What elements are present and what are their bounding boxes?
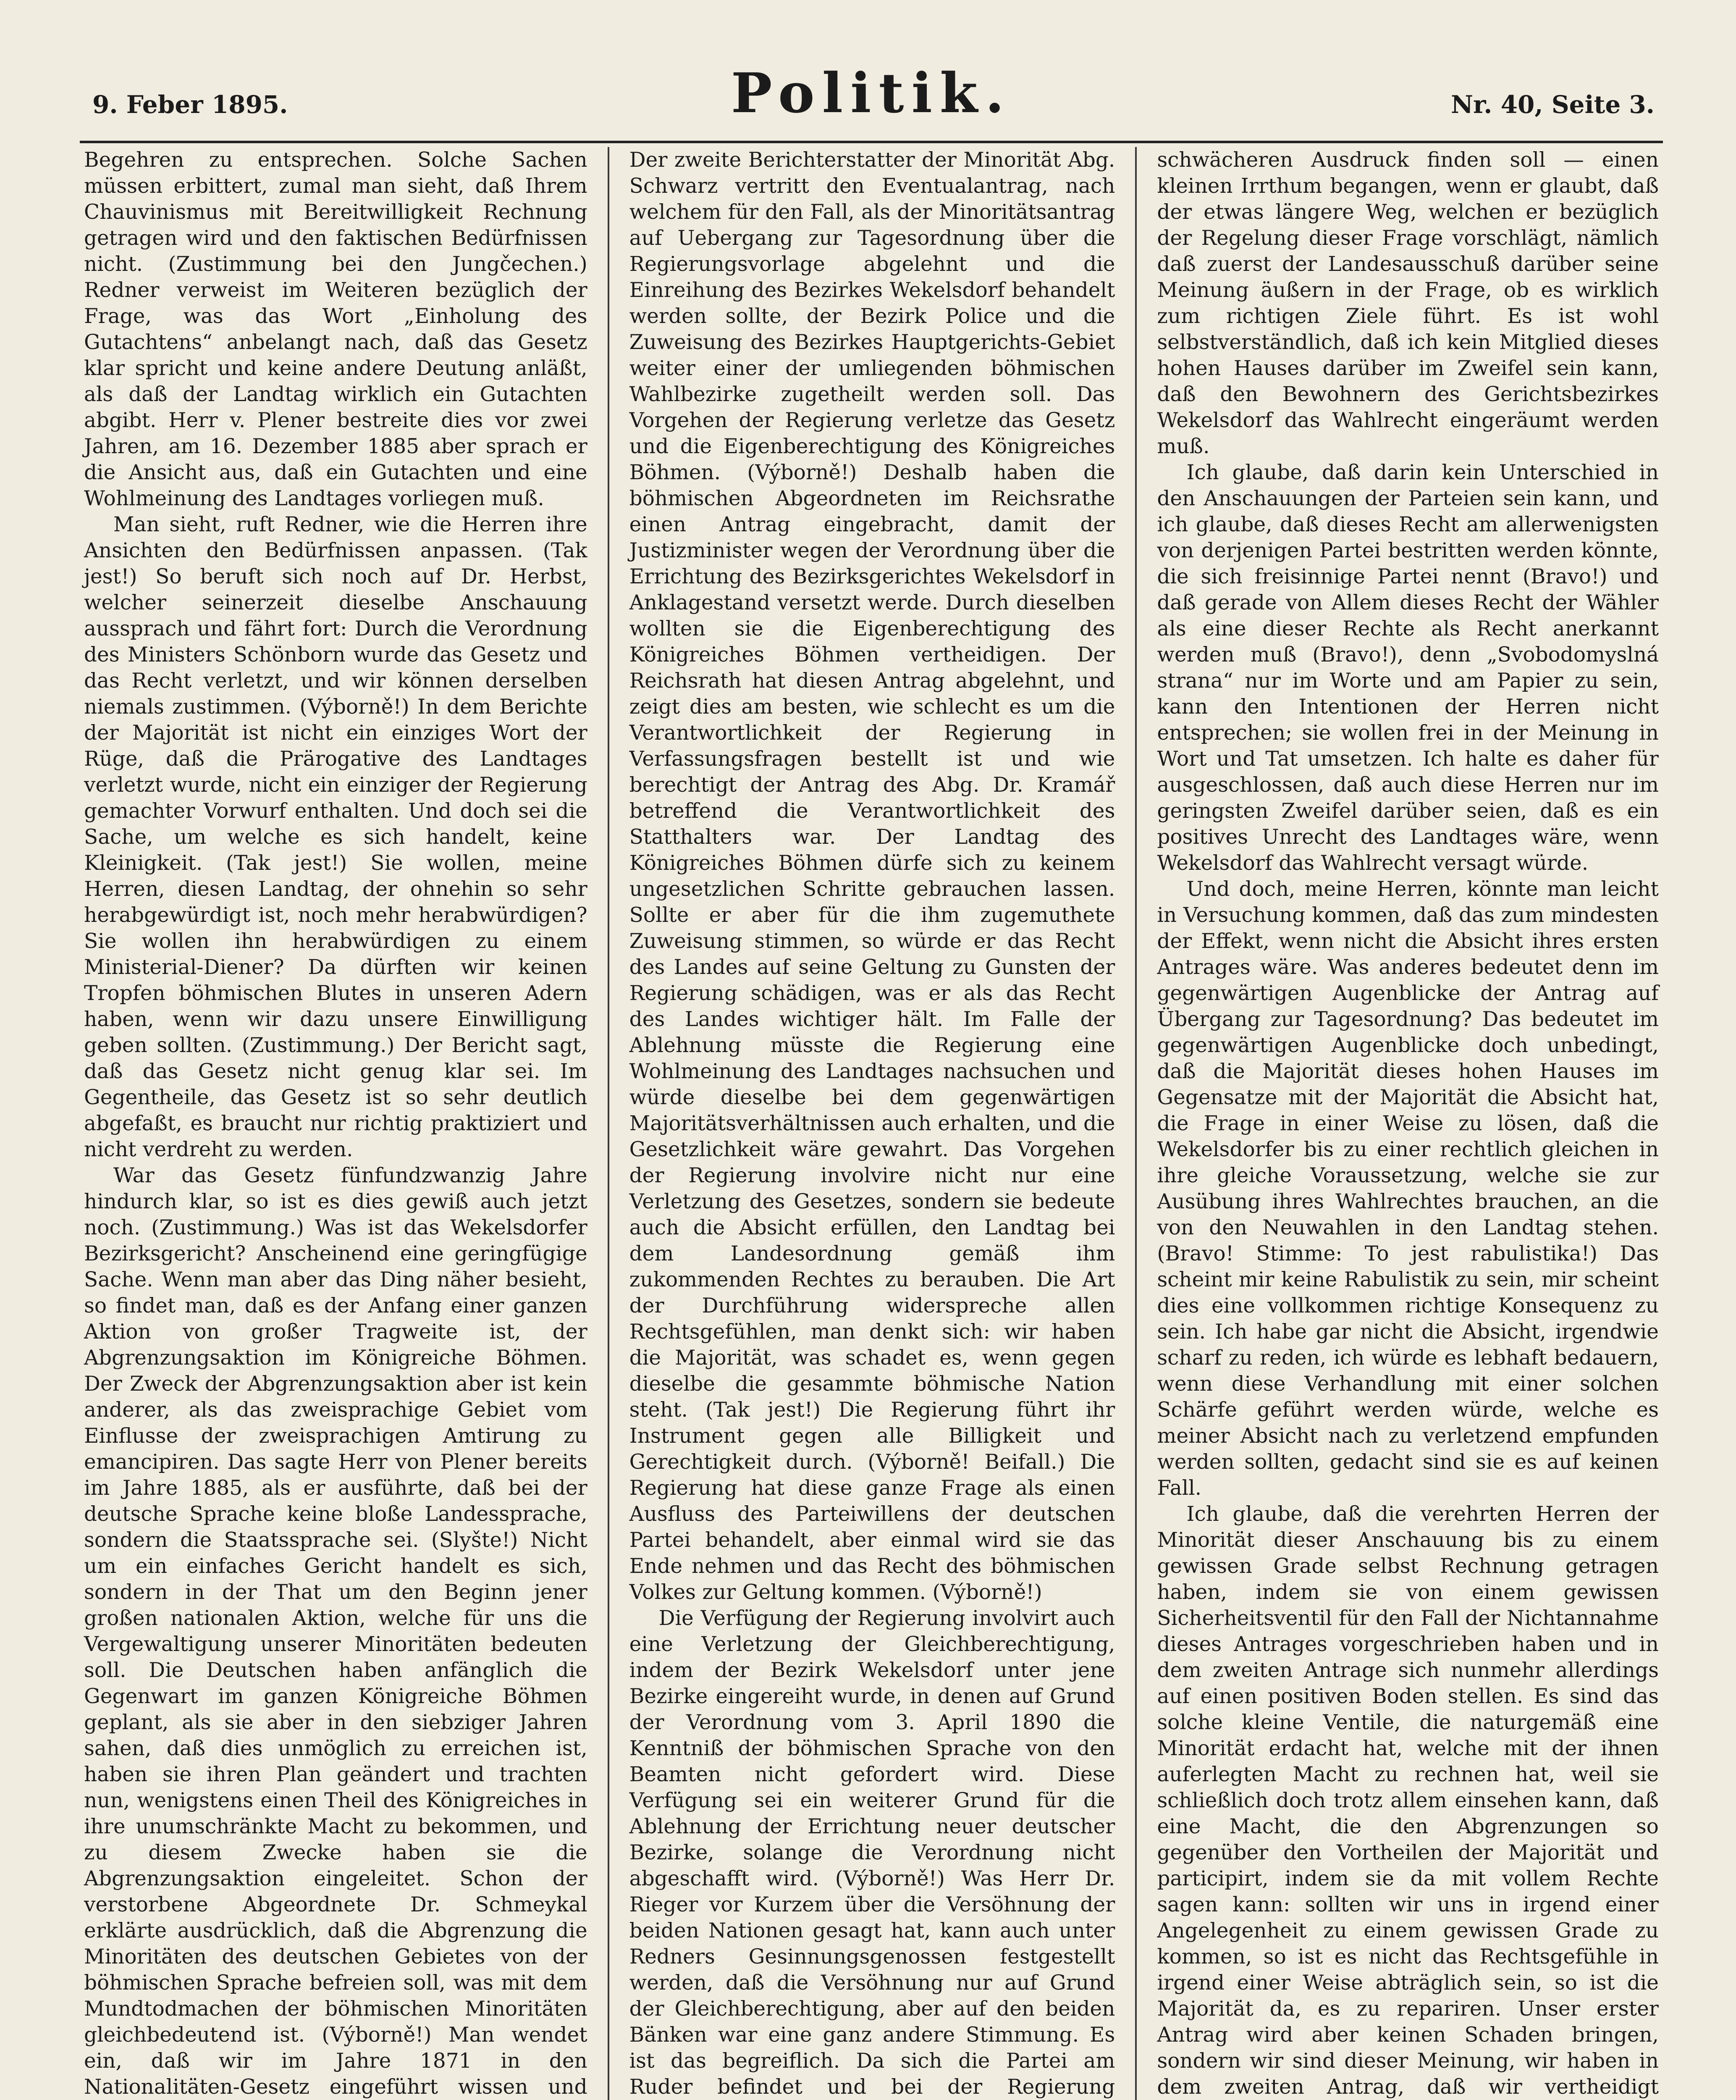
paragraph: Begehren zu entsprechen. Solche Sachen müssen erbittert, zumal man sieht, daß Ihrem Chauvinismus mit Bereitwilligkeit Rechnung getragen wird und den faktischen Bedürfnissen nicht. (Zustimmung bei den Jungčechen.) Redner verweist im Weiteren bezüglich der Frage, was das Wort „Einholung des Gutachtens“ anbelangt nach, daß das Gesetz klar spricht und keine andere Deutung anläßt, als daß der Landtag wirklich ein Gutachten abgibt. Herr v. Plener bestreite dies vor zwei Jahren, am 16. Dezember 1885 aber sprach er die Ansicht aus, daß ein Gutachten und eine Wohlmeinung des Landtages vorliegen muß. [84,148,587,510]
header-rule [80,141,1663,143]
section-title: Politik. [731,61,1012,125]
column-2 [608,147,1135,2100]
column-1 [80,147,608,2100]
paragraph: Und doch, meine Herren, könnte man leicht in Versuchung kommen, daß das zum mindesten der Effekt, wenn nicht die Absicht ihres ersten Antrages wäre. Was anderes bedeutet denn im gegenwärtigen Augenblicke der Antrag auf Übergang zur Tagesordnung? Das bedeutet im gegenwärtigen Augenblicke doch unbedingt, daß die Majorität dieses hohen Hauses im Gegensatze mit der Majorität die Absicht hat, die Frage in einer Weise zu lösen, daß die Wekelsdorfer bis zu einer rechtlich gleichen in ihre gleiche Voraussetzung, welche sie zur Ausübung ihres Wahlrechtes brauchen, an die von den Neuwahlen in den Landtag stehen. (Bravo! Stimme: To jest rabulistika!) Das scheint mir keine Rabulistik zu sein, mir scheint dies eine vollkommen richtige Konsequenz zu sein. Ich habe gar nicht die Absicht, irgendwie scharf zu reden, ich würde es lebhaft bedauern, wenn diese Verhandlung mit einer solchen Schärfe geführt werden würde, welche es meiner Absicht nach zu verletzend empfunden werden sollten, gedacht sind sie es auf keinen Fall. [1157,877,1659,1500]
column-3 [1135,147,1663,2100]
issue-page-number: Nr. 40, Seite 3. [1451,90,1655,119]
paragraph: War das Gesetz fünfundzwanzig Jahre hindurch klar, so ist es dies gewiß auch jetzt noch. (Zustimmung.) Was ist das Wekelsdorfer Bezirksgericht? Anscheinend eine geringfügige Sache. Wenn man aber das Ding näher besieht, so findet man, daß es der Anfang einer ganzen Aktion von großer Tragweite ist, der Abgrenzungsaktion im Königreiche Böhmen. Der Zweck der Abgrenzungsaktion aber ist kein anderer, als das zweisprachige Gebiet vom Einflusse der zweisprachigen Amtirung zu emancipiren. Das sagte Herr von Plener bereits im Jahre 1885, als er ausführte, daß bei der deutsche Sprache keine bloße Landessprache, sondern die Staatssprache sei. (Slyšte!) Nicht um ein einfaches Gericht handelt es sich, sondern in der That um den Beginn jener großen nationalen Aktion, welche für uns die Vergewaltigung unserer Minoritäten bedeuten soll. Die Deutschen haben anfänglich die Gegenwart im ganzen Königreiche Böhmen geplant, als sie aber in den siebziger Jahren sahen, daß dies unmöglich zu erreichen ist, haben sie ihren Plan geändert und trachten nun, wenigstens einen Theil des Königreiches in ihre unumschränkte Macht zu bekommen, und zu diesem Zwecke haben sie die Abgrenzungsaktion eingeleitet. Schon der verstorbene Abgeordnete Dr. Schmeykal erklärte ausdrücklich, daß die Abgrenzung die Minoritäten des deutschen Gebietes von der böhmischen Sprache befreien soll, was mit dem Mundtodmachen der böhmischen Minoritäten gleichbedeutend ist. (Výborně!) Man wendet ein, daß wir im Jahre 1871 in den Nationalitäten-Gesetz eingeführt wissen und [84,1164,587,2099]
paragraph: Der zweite Berichterstatter der Minorität Abg. Schwarz vertritt den Eventualantrag, nach welchem für den Fall, als der Minoritätsantrag auf Uebergang zur Tagesordnung über die Regierungsvorlage abgelehnt und die Einreihung des Bezirkes Wekelsdorf behandelt werden sollte, der Bezirk Police und die Zuweisung des Bezirkes Hauptgerichts-Gebiet weiter einer der umliegenden böhmischen Wahlbezirke zugetheilt werden soll. Das Vorgehen der Regierung verletze das Gesetz und die Eigenberechtigung des Königreiches Böhmen. (Výborně!) Deshalb haben die böhmischen Abgeordneten im Reichsrathe einen Antrag eingebracht, damit der Justizminister wegen der Verordnung über die Errichtung des Bezirksgerichtes Wekelsdorf in Anklagestand versetzt werde. Durch dieselben wollten sie die Eigenberechtigung des Königreiches Böhmen vertheidigen. Der Reichsrath hat diesen Antrag abgelehnt, und zeigt dies am besten, wie schlecht es um die Verantwortlichkeit der Regierung in Verfassungsfragen bestellt ist und wie berechtigt der Antrag des Abg. Dr. Kramář betreffend die Verantwortlichkeit des Statthalters war. Der Landtag des Königreiches Böhmen dürfe sich zu keinem ungesetzlichen Schritte gebrauchen lassen. Sollte er aber für die ihm zugemuthete Zuweisung stimmen, so würde er das Recht des Landes auf seine Geltung zu Gunsten der Regierung schädigen, was er als das Recht des Landes wichtiger hält. Im Falle der Ablehnung müsste die Regierung eine Wohlmeinung des Landtages nachsuchen und würde dieselbe bei dem gegenwärtigen Majoritätsverhältnissen auch erhalten, und die Gesetzlichkeit wäre gewahrt. Das Vorgehen der Regierung involvire nicht nur eine Verletzung des Gesetzes, sondern sie bedeute auch die Absicht erfüllen, den Landtag bei dem Landesordnung gemäß ihm zukommenden Rechtes zu berauben. Die Art der Durchführung widerspreche allen Rechtsgefühlen, man denkt sich: wir haben die Majorität, was schadet es, wenn gegen dieselbe die gesammte böhmische Nation steht. (Tak jest!) Die Regierung führt ihr Instrument gegen alle Billigkeit und Gerechtigkeit durch. (Výborně! Beifall.) Die Regierung hat diese ganze Frage als einen Ausfluss des Parteiwillens der deutschen Partei behandelt, aber einmal wird sie das Ende nehmen und das Recht des böhmischen Volkes zur Geltung kommen. (Výborně!) [629,148,1115,1604]
paragraph: Man sieht, ruft Redner, wie die Herren ihre Ansichten den Bedürfnissen anpassen. (Tak jest!) So beruft sich noch auf Dr. Herbst, welcher seinerzeit dieselbe Anschauung aussprach und fährt fort: Durch die Verordnung des Ministers Schönborn wurde das Gesetz und das Recht verletzt, und wir können derselben niemals zustimmen. (Výborně!) In dem Berichte der Majorität ist nicht ein einziges Wort der Rüge, daß die Prärogative des Landtages verletzt wurde, nicht ein einziger der Regierung gemachter Vorwurf enthalten. Und doch sei die Sache, um welche es sich handelt, keine Kleinigkeit. (Tak jest!) Sie wollen, meine Herren, diesen Landtag, der ohnehin so sehr herabgewürdigt ist, noch mehr herabwürdigen? Sie wollen ihn herabwürdigen zu einem Ministerial-Diener? Da dürften wir keinen Tropfen böhmischen Blutes in unseren Adern haben, wenn wir dazu unsere Einwilligung geben sollten. (Zustimmung.) Der Bericht sagt, daß das Gesetz nicht genug klar sei. Im Gegentheile, das Gesetz ist so sehr deutlich abgefaßt, es braucht nur richtig praktiziert und nicht verdreht zu werden. [84,513,587,1161]
paragraph: Ich glaube, daß die verehrten Herren der Minorität dieser Anschauung bis zu einem gewissen Grade selbst Rechnung getragen haben, indem sie von einem gewissen Sicherheitsventil für den Fall der Nichtannahme dieses Antrages vorgeschrieben haben und in dem zweiten Antrage sich nunmehr allerdings auf einen positiven Boden stellen. Es sind das solche kleine Ventile, die naturgemäß eine Minorität erdacht hat, welche mit der ihnen auferlegten Macht zu rechnen hat, weil sie schließlich doch trotz allem einsehen kann, daß eine Macht, die den Abgrenzungen so gegenüber den Vortheilen der Majorität und participirt, indem sie da mit vollem Rechte sagen kann: sollten wir uns in irgend einer Angelegenheit zu einem gewissen Grade zu kommen, so ist es nicht das Rechtsgefühle in irgend einer Weise abträglich sein, so ist die Majorität da, es zu repariren. Unser erster Antrag wird aber keinen Schaden bringen, sondern wir sind dieser Meinung, wir haben in dem zweiten Antrag, daß wir vertheidigt [1157,1502,1659,2099]
paragraph: Ich glaube, daß darin kein Unterschied in den Anschauungen der Parteien sein kann, und ich glaube, daß dieses Recht am allerwenigsten von derjenigen Partei bestritten werden könnte, die sich freisinnige Partei nennt (Bravo!) und daß gerade von Allem dieses Recht der Wähler als eine dieser Rechte als Recht anerkannt werden muß (Bravo!), denn „Svobodomyslná strana“ nur im Worte und am Papier zu sein, kann den Intentionen der Herren nicht entsprechen; sie wollen frei in der Meinung in Wort und Tat umsetzen. Ich halte es daher für ausgeschlossen, daß auch diese Herren nur im geringsten Zweifel darüber seien, daß es ein positives Unrecht des Landtages wäre, wenn Wekelsdorf das Wahlrecht versagt würde. [1157,461,1659,875]
article-columns [80,147,1663,2100]
paragraph: schwächeren Ausdruck finden soll — einen kleinen Irrthum begangen, wenn er glaubt, daß der etwas längere Weg, welchen er bezüglich der Regelung dieser Frage vorschlägt, nämlich daß zuerst der Landesausschuß darüber seine Meinung äußern in der Frage, ob es wirklich zum richtigen Ziele führt. Es ist wohl selbstverständlich, daß ich kein Mitglied dieses hohen Hauses darüber im Zweifel sein kann, daß den Bewohnern des Gerichtsbezirkes Wekelsdorf das Wahlrecht eingeräumt werden muß. [1157,148,1659,458]
page-header [80,50,1663,139]
paragraph: Die Verfügung der Regierung involvirt auch eine Verletzung der Gleichberechtigung, indem der Bezirk Wekelsdorf unter jene Bezirke eingereiht wurde, in denen auf Grund der Verordnung vom 3. April 1890 die Kenntniß der böhmischen Sprache von den Beamten nicht gefordert wird. Diese Verfügung sei ein weiterer Grund für die Ablehnung der Errichtung neuer deutscher Bezirke, solange die Verordnung nicht abgeschafft wird. (Výborně!) Was Herr Dr. Rieger vor Kurzem über die Versöhnung der beiden Nationen gesagt hat, kann auch unter Redners Gesinnungsgenossen festgestellt werden, daß die Versöhnung nur auf Grund der Gleichberechtigung, aber auf den beiden Bänken war eine ganz andere Stimmung. Es ist das begreiflich. Da sich die Partei am Ruder befindet und bei der Regierung [629,1606,1115,2099]
issue-date: 9. Feber 1895. [92,90,288,119]
